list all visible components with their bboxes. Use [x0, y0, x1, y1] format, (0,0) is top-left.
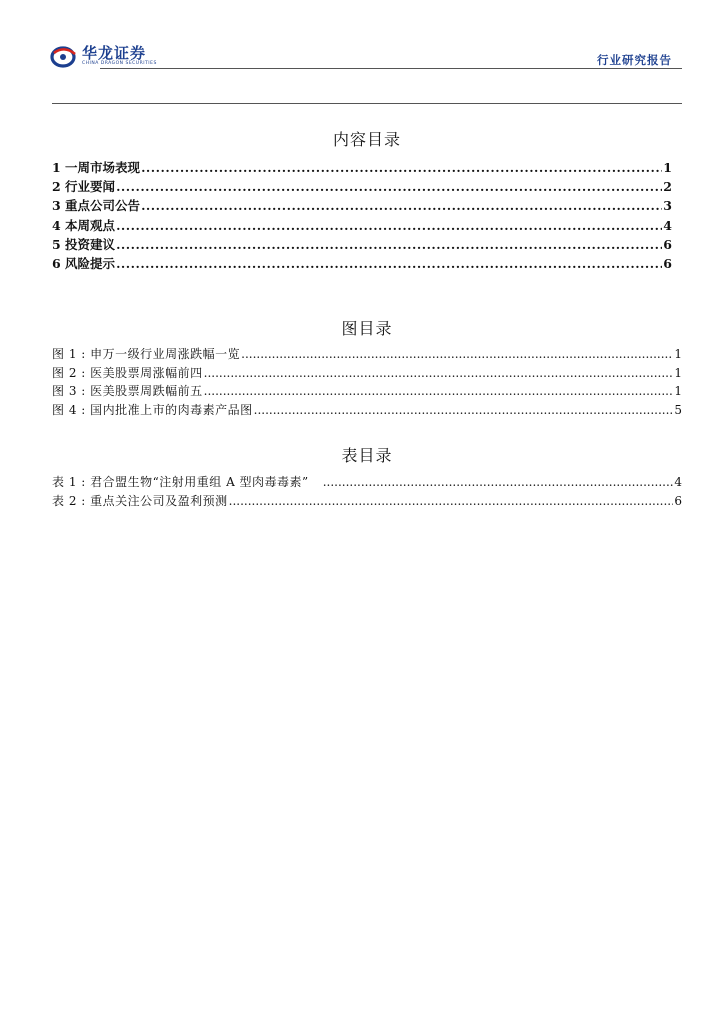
dot-leader: [204, 382, 674, 401]
company-name-en: CHINA DRAGON SECURITIES: [82, 61, 157, 66]
figure-entry[interactable]: [52, 364, 682, 383]
contents-list: [52, 158, 672, 273]
contents-entry[interactable]: [52, 177, 672, 196]
entry-label: 1 一周市场表现: [52, 160, 141, 175]
dot-leader: [116, 235, 662, 254]
dot-leader: [141, 196, 662, 215]
dot-leader: [116, 216, 662, 235]
entry-label: 图 1 : 申万一级行业周涨跌幅一览: [52, 347, 241, 361]
entry-label: 4 本周观点: [52, 217, 116, 233]
figure-entry[interactable]: [52, 345, 682, 364]
entry-label: 图 4 : 国内批准上市的肉毒素产品图: [52, 402, 253, 417]
figure-entry[interactable]: [52, 382, 682, 401]
entry-page: 4: [663, 217, 672, 233]
entry-page: 2: [663, 179, 672, 195]
entry-page: 1: [674, 347, 682, 361]
dot-leader: [116, 177, 662, 196]
dot-leader: [116, 254, 662, 273]
entry-label: 表 1 : 君合盟生物“注射用重组 A 型肉毒毒素”: [52, 475, 309, 489]
dot-leader: [323, 473, 674, 492]
entry-page: 1: [663, 160, 672, 175]
entry-page: 6: [663, 255, 672, 271]
entry-label: 5 投资建议: [52, 236, 116, 252]
entry-label: 2 行业要闻: [52, 179, 116, 195]
entry-page: 1: [674, 384, 682, 398]
entry-label: 图 2 : 医美股票周涨幅前四: [52, 365, 203, 380]
page-header: [50, 44, 682, 74]
dot-leader: [229, 492, 674, 511]
dot-leader: [204, 364, 674, 383]
figures-list: [52, 345, 682, 419]
table-entry[interactable]: [52, 492, 682, 511]
table-entry[interactable]: [52, 473, 682, 492]
content-top-divider: [52, 103, 682, 104]
dot-leader: [241, 345, 673, 364]
contents-title: 内容目录: [332, 130, 401, 149]
entry-page: 6: [663, 236, 672, 252]
entry-label: 3 重点公司公告: [52, 198, 141, 214]
dot-leader: [254, 401, 674, 420]
tables-list: [52, 473, 682, 510]
entry-page: 1: [674, 365, 682, 380]
header-divider: [100, 68, 682, 69]
entry-label: 图 3 : 医美股票周跌幅前五: [52, 384, 203, 398]
entry-page: 4: [674, 475, 682, 489]
entry-label: 表 2 : 重点关注公司及盈利预测: [52, 493, 228, 508]
contents-entry[interactable]: [52, 216, 672, 235]
report-type-label: 行业研究报告: [597, 53, 672, 67]
entry-page: 6: [674, 493, 682, 508]
dot-leader: [141, 158, 662, 177]
contents-entry[interactable]: [52, 196, 672, 215]
entry-page: 3: [663, 198, 672, 214]
dragon-logo-icon: [50, 44, 78, 68]
entry-label: 6 风险提示: [52, 255, 116, 271]
company-logo: [50, 44, 157, 68]
figure-entry[interactable]: [52, 401, 682, 420]
contents-entry[interactable]: [52, 254, 672, 273]
tables-title: 表目录: [341, 446, 393, 465]
contents-entry[interactable]: [52, 158, 672, 177]
contents-entry[interactable]: [52, 235, 672, 254]
figures-title: 图目录: [341, 319, 393, 338]
entry-page: 5: [674, 402, 682, 417]
company-name-cn: 华龙证券: [82, 44, 147, 62]
